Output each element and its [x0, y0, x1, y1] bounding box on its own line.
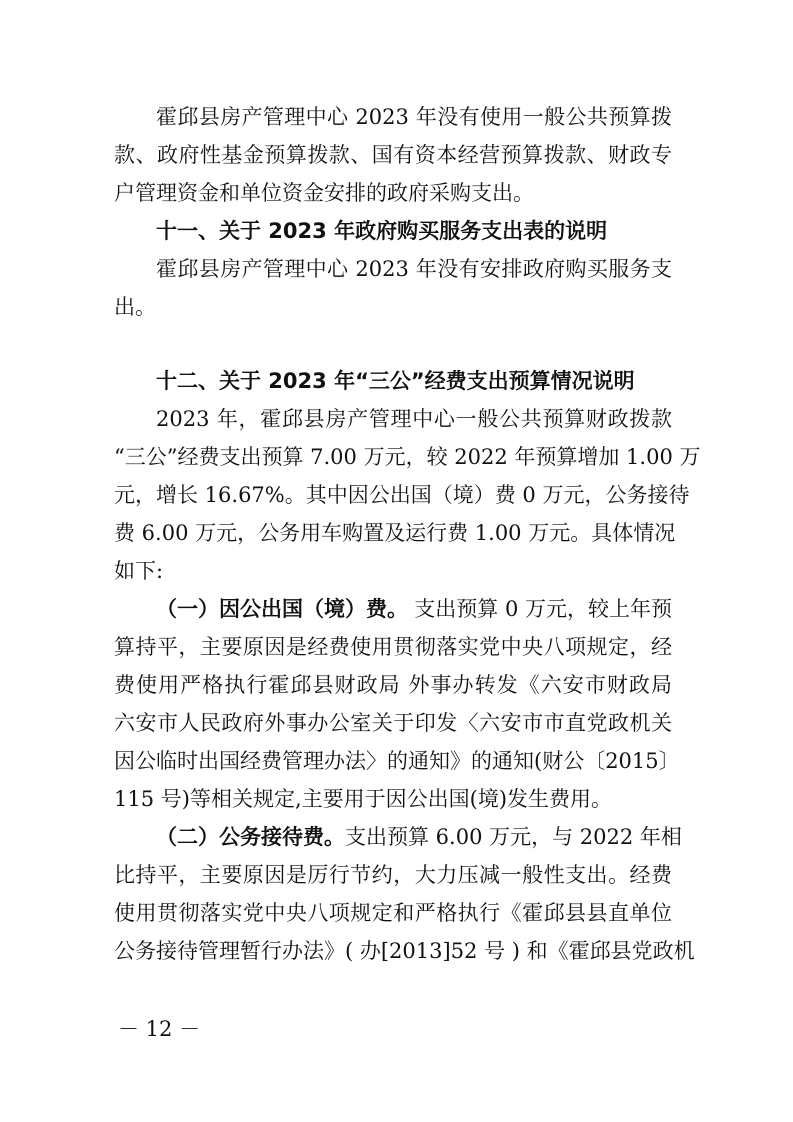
paragraph-line: “三公”经费支出预算 7.00 万元，较 2022 年预算增加 1.00 万: [114, 445, 701, 469]
paragraph-line: 元，增长 16.67%。其中因公出国（境）费 0 万元，公务接待: [114, 483, 690, 507]
paragraph-text: 支出预算 6.00 万元，与 2022 年相: [345, 825, 682, 849]
paragraph-line: 六安市人民政府外事办公室关于印发〈六安市市直党政机关: [114, 711, 672, 735]
paragraph-line: 费使用严格执行霍邱县财政局 外事办转发《六安市财政局: [114, 673, 672, 697]
paragraph-line: 款、政府性基金预算拨款、国有资本经营预算拨款、财政专: [114, 143, 672, 167]
paragraph-line: 公务接待管理暂行办法》( 办[2013]52 号 ) 和《霍邱县党政机: [114, 939, 695, 963]
subsection-line: [156, 822, 682, 852]
paragraph-line: 出。: [114, 295, 156, 319]
page-number: － 12 －: [118, 1017, 201, 1041]
section-heading-12: 十二、关于 2023 年“三公”经费支出预算情况说明: [156, 369, 635, 393]
subsection-line: [156, 594, 672, 624]
paragraph-text: 支出预算 0 万元，较上年预: [414, 597, 672, 621]
paragraph-line: 比持平，主要原因是厉行节约，大力压减一般性支出。经费: [114, 863, 672, 887]
paragraph-line: 因公临时出国经费管理办法〉的通知》的通知(财公〔2015〕: [114, 749, 680, 773]
paragraph-line: 2023 年，霍邱县房产管理中心一般公共预算财政拨款: [156, 407, 672, 431]
paragraph-line: 算持平，主要原因是经费使用贯彻落实党中央八项规定，经: [114, 635, 672, 659]
paragraph-line: 如下:: [114, 559, 164, 583]
paragraph-line: 使用贯彻落实党中央八项规定和严格执行《霍邱县县直单位: [114, 901, 672, 925]
paragraph-line: 115 号)等相关规定,主要用于因公出国(境)发生费用。: [114, 787, 613, 811]
subsection-heading-1: （一）因公出国（境）费。: [156, 597, 408, 621]
paragraph-line: 霍邱县房产管理中心 2023 年没有安排政府购买服务支: [156, 257, 672, 281]
paragraph-line: 费 6.00 万元，公务用车购置及运行费 1.00 万元。具体情况: [114, 521, 676, 545]
paragraph-line: 霍邱县房产管理中心 2023 年没有使用一般公共预算拨: [156, 105, 672, 129]
paragraph-line: 户管理资金和单位资金安排的政府采购支出。: [114, 181, 534, 205]
subsection-heading-2: （二）公务接待费。: [156, 825, 345, 849]
section-heading-11: 十一、关于 2023 年政府购买服务支出表的说明: [156, 219, 608, 243]
